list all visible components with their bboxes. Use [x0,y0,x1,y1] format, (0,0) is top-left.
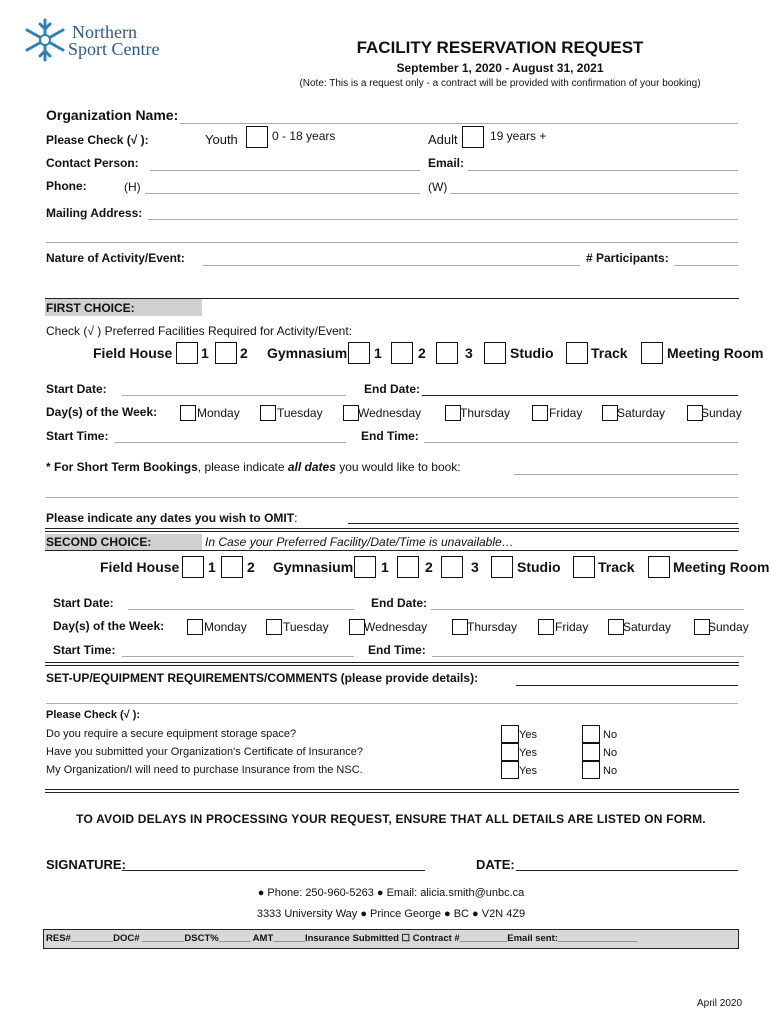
second-track-checkbox[interactable] [573,556,595,578]
first-end-time-field[interactable] [424,442,738,443]
first-start-date-field[interactable] [122,395,346,396]
setup-no-checkbox[interactable] [582,725,600,743]
processing-warning: TO AVOID DELAYS IN PROCESSING YOUR REQUEST, ENSURE THAT ALL DETAILS ARE LISTED ON FORM. [76,812,706,826]
first-friday-label: Friday [549,406,583,420]
first-meeting-room-label: Meeting Room [667,345,764,361]
second-choice-note: In Case your Preferred Facility/Date/Time is unavailable… [205,535,514,549]
setup-no-label: No [603,765,618,777]
omit-dates-instruction [46,511,297,525]
second-gymnasium-label: Gymnasium [273,559,354,575]
please-check-label: Please Check (√ ): [46,133,149,147]
setup-question: Do you require a secure equipment storage space? [46,728,297,740]
first-thursday-label: Thursday [460,406,511,420]
second-field-house-2-label: 2 [247,559,255,575]
contact-person-label: Contact Person: [46,156,139,170]
mailing-address-label: Mailing Address: [46,206,143,220]
adult-label: Adult [428,132,458,147]
page-title: FACILITY RESERVATION REQUEST [356,38,644,57]
second-choice-divider [45,528,739,532]
short-term-post: you would like to book: [335,460,461,474]
second-field-house-2-checkbox[interactable] [221,556,243,578]
second-saturday-label: Saturday [623,620,672,634]
footer-divider [45,789,739,793]
first-saturday-checkbox[interactable] [602,405,618,421]
setup-no-label: No [603,729,618,741]
second-monday-checkbox[interactable] [187,619,203,635]
first-meeting-room-checkbox[interactable] [641,342,663,364]
first-field-house-2-checkbox[interactable] [215,342,237,364]
second-friday-checkbox[interactable] [538,619,554,635]
setup-yes-checkbox[interactable] [501,725,519,743]
participants-field[interactable] [674,265,738,266]
first-gym-2-label: 2 [418,345,426,361]
omit-dates-field[interactable] [348,523,738,524]
first-field-house-label: Field House [93,345,173,361]
second-track-label: Track [598,559,635,575]
adult-range: 19 years + [490,129,547,143]
setup-yes-label: Yes [519,765,537,777]
first-field-house-2-label: 2 [240,345,248,361]
setup-no-checkbox[interactable] [582,761,600,779]
second-end-date-field[interactable] [431,609,744,610]
short-term-dates-field[interactable] [514,474,738,475]
second-thursday-checkbox[interactable] [452,619,468,635]
setup-check-label: Please Check (√ ): [46,709,141,721]
setup-yes-label: Yes [519,747,537,759]
first-tuesday-label: Tuesday [277,406,323,420]
second-field-house-1-checkbox[interactable] [182,556,204,578]
second-field-house-label: Field House [100,559,180,575]
first-track-label: Track [591,345,628,361]
revision-date: April 2020 [697,998,743,1009]
second-tuesday-label: Tuesday [283,620,329,634]
short-term-mid: , please indicate [197,460,288,474]
logo-name-line2: Sport Centre [68,39,160,59]
email-field[interactable] [468,170,738,171]
first-saturday-label: Saturday [617,406,666,420]
second-gym-3-checkbox[interactable] [441,556,463,578]
second-wednesday-label: Wednesday [364,620,428,634]
adult-checkbox[interactable] [462,126,484,148]
mailing-address-field-2[interactable] [46,242,738,243]
second-field-house-1-label: 1 [208,559,216,575]
first-monday-checkbox[interactable] [180,405,196,421]
email-label: Email: [428,156,465,170]
second-start-time-label: Start Time: [53,643,116,657]
first-gymnasium-label: Gymnasium [267,345,348,361]
second-studio-checkbox[interactable] [491,556,513,578]
second-monday-label: Monday [204,620,247,634]
second-end-time-field[interactable] [432,656,744,657]
participants-label: # Participants: [586,251,669,265]
second-saturday-checkbox[interactable] [608,619,624,635]
first-tuesday-checkbox[interactable] [260,405,276,421]
nature-activity-field[interactable] [203,265,580,266]
phone-home-label: (H) [124,180,141,194]
second-tuesday-checkbox[interactable] [266,619,282,635]
short-term-emphasis: all dates [287,460,336,474]
second-studio-label: Studio [517,559,561,575]
first-thursday-checkbox[interactable] [445,405,461,421]
second-wednesday-checkbox[interactable] [349,619,365,635]
org-name-field[interactable] [180,123,738,124]
setup-question: Have you submitted your Organization's Certificate of Insurance? [46,746,363,758]
short-term-bold: * For Short Term Bookings [46,460,198,474]
request-note: (Note: This is a request only - a contract will be provided with confirmation of your booking) [299,78,701,89]
first-track-checkbox[interactable] [566,342,588,364]
setup-no-checkbox[interactable] [582,743,600,761]
second-meeting-room-label: Meeting Room [673,559,770,575]
phone-work-label: (W) [428,180,448,194]
mailing-address-field[interactable] [148,219,738,220]
second-sunday-label: Sunday [708,620,749,634]
omit-dates-colon: : [294,511,298,525]
second-gym-2-checkbox[interactable] [397,556,419,578]
second-start-date-label: Start Date: [53,596,114,610]
setup-yes-checkbox[interactable] [501,743,519,761]
short-term-dates-field-2[interactable] [46,497,738,498]
youth-checkbox[interactable] [246,126,268,148]
phone-work-field[interactable] [450,193,738,194]
first-studio-checkbox[interactable] [484,342,506,364]
phone-label: Phone: [46,179,87,193]
date-field[interactable] [516,870,738,871]
signature-field[interactable] [122,870,425,871]
first-gym-2-checkbox[interactable] [391,342,413,364]
second-gym-2-label: 2 [425,559,433,575]
setup-comments-field[interactable] [516,685,738,686]
first-studio-label: Studio [510,345,554,361]
logo-name-line1: Northern [72,22,137,42]
setup-comments-field-2[interactable] [46,703,738,704]
setup-yes-checkbox[interactable] [501,761,519,779]
first-start-time-label: Start Time: [46,429,109,443]
second-gym-1-label: 1 [381,559,389,575]
first-wednesday-label: Wednesday [358,406,422,420]
omit-dates-label: Please indicate any dates you wish to OMIT [46,511,295,525]
first-gym-3-checkbox[interactable] [436,342,458,364]
season-dates: September 1, 2020 - August 31, 2021 [396,61,604,75]
signature-label: SIGNATURE: [46,857,126,872]
first-end-date-field[interactable] [422,395,738,396]
first-start-time-field[interactable] [115,442,346,443]
second-meeting-room-checkbox[interactable] [648,556,670,578]
first-friday-checkbox[interactable] [532,405,548,421]
second-friday-label: Friday [555,620,589,634]
second-end-date-label: End Date: [371,596,428,610]
setup-no-label: No [603,747,618,759]
first-days-label: Day(s) of the Week: [46,405,158,419]
second-end-time-label: End Time: [368,643,426,657]
second-choice-underline [45,550,738,551]
first-end-time-label: End Time: [361,429,419,443]
nature-activity-label: Nature of Activity/Event: [46,251,185,265]
first-wednesday-checkbox[interactable] [343,405,359,421]
second-gym-1-checkbox[interactable] [354,556,376,578]
short-term-instruction [46,460,461,474]
second-gym-3-label: 3 [471,559,479,575]
first-end-date-label: End Date: [364,382,421,396]
first-gym-1-checkbox[interactable] [348,342,370,364]
first-monday-label: Monday [197,406,240,420]
second-start-time-field[interactable] [122,656,354,657]
contact-info-line1: ● Phone: 250-960-5263 ● Email: alicia.smith@unbc.ca [257,887,525,899]
first-gym-3-label: 3 [465,345,473,361]
second-choice-heading: SECOND CHOICE: [46,535,152,549]
second-start-date-field[interactable] [128,609,354,610]
setup-label: SET-UP/EQUIPMENT REQUIREMENTS/COMMENTS (please provide details): [46,671,479,685]
org-name-label: Organization Name: [46,107,179,123]
setup-divider [45,662,739,666]
phone-home-field[interactable] [145,193,420,194]
first-check-instruction: Check (√ ) Preferred Facilities Required for Activity/Event: [46,324,353,338]
first-field-house-1-label: 1 [201,345,209,361]
second-thursday-label: Thursday [467,620,518,634]
first-field-house-1-checkbox[interactable] [176,342,198,364]
first-choice-heading: FIRST CHOICE: [46,301,135,315]
first-start-date-label: Start Date: [46,382,107,396]
youth-label: Youth [205,132,238,147]
first-gym-1-label: 1 [374,345,382,361]
youth-range: 0 - 18 years [272,129,336,143]
date-label: DATE: [476,857,515,872]
contact-info-line2: 3333 University Way ● Prince George ● BC ● V2N 4Z9 [256,908,526,920]
contact-person-field[interactable] [150,170,420,171]
setup-question: My Organization/I will need to purchase Insurance from the NSC. [46,764,363,776]
setup-yes-label: Yes [519,729,537,741]
first-sunday-label: Sunday [701,406,742,420]
second-days-label: Day(s) of the Week: [53,619,165,633]
office-use-fields: RES#________DOC# ________DSCT%______ AMT______Insurance Submitted ☐ Contract #_________Email sent:_______________ [46,933,638,944]
